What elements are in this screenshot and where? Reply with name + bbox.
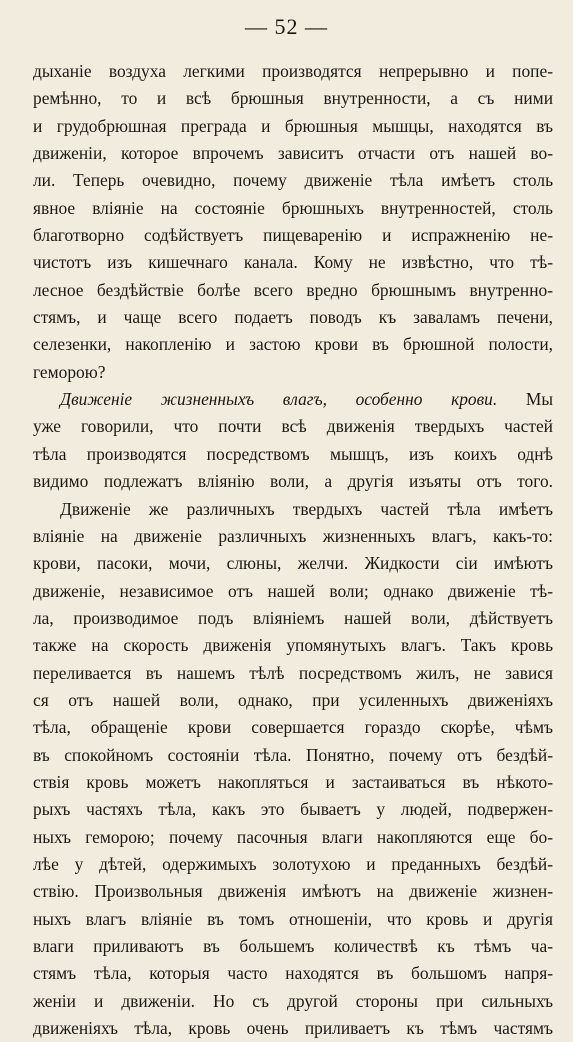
text-line: селезенки, накопленію и застою крови въ брюшной полости, xyxy=(33,334,553,355)
text-line: видимо подлежатъ вліянію воли, а другія изъяты отъ того. xyxy=(33,471,553,492)
text-line: геморою? xyxy=(33,361,106,382)
text-line: движеніи, которое впрочемъ зависитъ отчасти отъ нашей во- xyxy=(33,143,553,164)
text-line: крови, пасоки, мочи, слюны, желчи. Жидкости сіи имѣютъ xyxy=(33,553,553,574)
text-line: дыханіе воздуха легкими производятся непрерывно и попе- xyxy=(33,61,553,81)
text-line: ремѣнно, то и всѣ брюшныя внутренности, а съ ними xyxy=(33,88,553,109)
text-line: рыхъ частяхъ тѣла, какъ это бываетъ у людей, подвержен- xyxy=(33,799,553,820)
text-line: ла, производимое подъ вліяніемъ нашей воли, дѣйствуетъ xyxy=(33,607,553,628)
text-line: лесное бездѣйствіе болѣе всего вредно брюшнымъ внутренно- xyxy=(33,279,553,300)
page-number: — 52 — xyxy=(245,14,328,39)
section-heading-italic: Движеніе жизненныхъ влагъ, особенно крови. xyxy=(60,389,498,410)
text-line: стямъ тѣла, которыя часто находятся въ большомъ напря- xyxy=(33,963,553,984)
text-line: вліяніе на движеніе различныхъ жизненныхъ влагъ, какъ-то: xyxy=(33,525,553,546)
text-line: лѣе у дѣтей, одержимыхъ золотухою и преданныхъ бездѣй- xyxy=(33,853,553,874)
text-line: въ спокойномъ состояніи тѣла. Понятно, почему отъ бездѣй- xyxy=(33,744,553,765)
text-line: ли. Теперь очевидно, почему движеніе тѣла имѣетъ столь xyxy=(33,170,553,191)
text-line: стямъ, и чаще всего подаетъ поводъ къ заваламъ печени, xyxy=(33,307,553,328)
text-line: и грудобрюшная преграда и брюшныя мышцы, находятся въ xyxy=(33,115,553,136)
text-line: ныхъ влагъ вліяніе въ томъ отношеніи, что кровь и другія xyxy=(33,908,553,929)
text-line: явное вліяніе на состояніе брюшныхъ внутренностей, столь xyxy=(33,197,553,218)
text-line: чистотъ изъ кишечнаго канала. Кому не извѣстно, что тѣ- xyxy=(33,252,553,273)
text-line: Движеніе же различныхъ твердыхъ частей тѣла имѣетъ xyxy=(60,498,553,519)
text-line: ствію. Произвольныя движенія имѣютъ на движеніе жизнен- xyxy=(33,881,553,902)
text-line: уже говорили, что почти всѣ движенія твердыхъ частей xyxy=(33,416,553,437)
text-line: движеніе, независимое отъ нашей воли; однако движеніе тѣ- xyxy=(33,580,553,601)
text-line: благотворно содѣйствуетъ пищеваренію и испражненію не- xyxy=(33,225,553,246)
text-line: женіи и движеніи. Но съ другой стороны при сильныхъ xyxy=(33,990,553,1011)
text-line: ныхъ геморою; почему пасочныя влаги накопляются еще бо- xyxy=(33,826,553,847)
text-line: переливается въ нашемъ тѣлѣ посредствомъ жилъ, не завися xyxy=(33,662,553,683)
text-line-content: Мы xyxy=(497,389,553,410)
text-line: влаги приливаютъ въ большемъ количествѣ къ тѣмъ ча- xyxy=(33,936,553,956)
text-line: тѣла, обращеніе крови совершается гораздо скорѣе, чѣмъ xyxy=(33,717,553,738)
text-line: движеніяхъ тѣла, кровь очень приливаетъ къ тѣмъ частямъ xyxy=(33,1018,553,1039)
text-line: также на скорость движенія упомянутыхъ влагъ. Такъ кровь xyxy=(33,635,553,656)
text-line: тѣла производятся посредствомъ мышцъ, изъ коихъ однѣ xyxy=(33,443,553,464)
text-line: ствія кровь можетъ накопляться и застаиваться въ нѣкото- xyxy=(33,771,553,792)
page-text-block xyxy=(33,58,553,1042)
text-line xyxy=(33,386,553,413)
text-line: ся отъ нашей воли, однако, при усиленныхъ движеніяхъ xyxy=(33,689,553,710)
